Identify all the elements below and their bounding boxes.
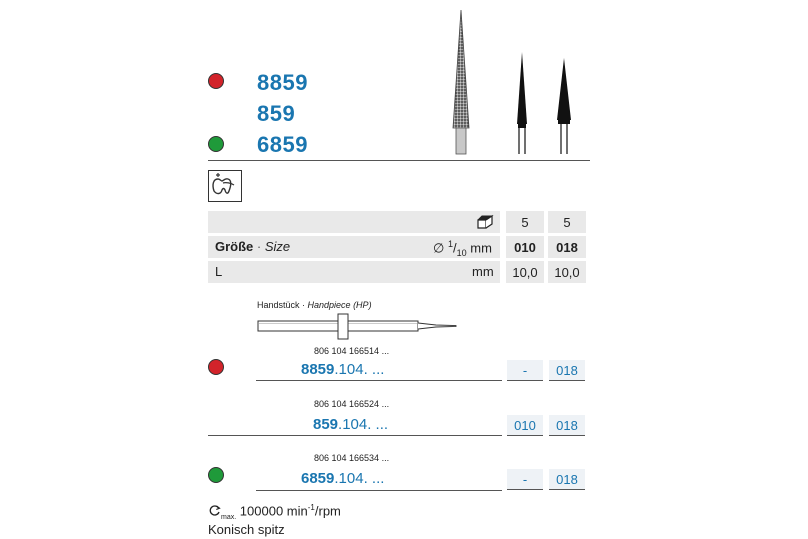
rpm-unit: /rpm — [314, 503, 341, 519]
order-code-suffix: .104. ... — [334, 361, 385, 378]
order-value-2: 018 — [549, 360, 585, 381]
green-color-dot — [208, 136, 224, 152]
order-value-1: 010 — [507, 415, 543, 436]
diameter-symbol: ∅ — [433, 240, 445, 256]
size-label-de: Größe — [215, 239, 254, 254]
tooth-crown-icon — [208, 170, 242, 202]
length-value-2: 10,0 — [548, 261, 586, 283]
order-value-2: 018 — [549, 415, 585, 436]
package-box-icon — [476, 214, 494, 230]
rpm-info — [208, 503, 341, 521]
order-value-1: - — [507, 360, 543, 381]
size-value-1: 010 — [506, 236, 544, 258]
catalog-number: 806 104 166534 ... — [314, 453, 390, 463]
red-color-dot — [208, 73, 224, 89]
length-value-1: 10,0 — [506, 261, 544, 283]
length-label: L — [215, 264, 223, 279]
order-code — [301, 470, 384, 487]
order-divider — [256, 380, 502, 381]
order-value-1: - — [507, 469, 543, 490]
package-qty-2: 5 — [548, 211, 586, 233]
order-code-main: 6859 — [301, 470, 335, 487]
handpiece-label: Handstück · Handpiece (HP) — [257, 300, 372, 310]
package-qty-1: 5 — [506, 211, 544, 233]
size-value-2: 018 — [548, 236, 586, 258]
size-label: Größe · Size — [215, 239, 291, 254]
order-code-main: 8859 — [301, 361, 335, 378]
order-divider — [256, 490, 502, 491]
size-unit-denominator: 10 — [456, 247, 467, 258]
bur-illustration — [440, 8, 590, 156]
size-unit-mm: mm — [470, 240, 492, 256]
catalog-number: 806 104 166524 ... — [314, 399, 390, 409]
shape-description: Konisch spitz — [208, 522, 285, 537]
size-unit: ∅ $^1/_{10}$ mm — [433, 239, 492, 258]
order-code — [313, 416, 388, 433]
product-code-6859: 6859 — [257, 132, 308, 157]
rpm-max-sub: max. — [221, 513, 237, 521]
order-code-suffix: .104. ... — [338, 416, 389, 433]
handpiece-label-en: Handpiece (HP) — [307, 300, 372, 310]
product-code-859: 859 — [257, 101, 296, 126]
catalog-number: 806 104 166514 ... — [314, 346, 390, 356]
order-code-main: 859 — [313, 416, 339, 433]
order-divider — [208, 435, 502, 436]
handpiece-label-de: Handstück — [257, 300, 300, 310]
size-label-en: Size — [264, 239, 291, 254]
package-row-bar — [208, 211, 500, 233]
product-code-8859: 8859 — [257, 70, 308, 95]
order-code — [301, 361, 384, 378]
rotation-icon — [208, 504, 221, 517]
handpiece-shank-icon — [256, 312, 466, 342]
order-value-2: 018 — [549, 469, 585, 490]
size-unit-numerator: 1 — [447, 239, 453, 249]
rpm-value: 100000 min — [239, 503, 308, 519]
length-unit: mm — [472, 264, 494, 279]
red-color-dot — [208, 359, 224, 375]
length-row-bar — [208, 261, 500, 283]
order-code-suffix: .104. ... — [334, 470, 385, 487]
header-divider — [208, 160, 590, 161]
green-color-dot — [208, 467, 224, 483]
rpm-exponent: -1 — [307, 503, 315, 512]
